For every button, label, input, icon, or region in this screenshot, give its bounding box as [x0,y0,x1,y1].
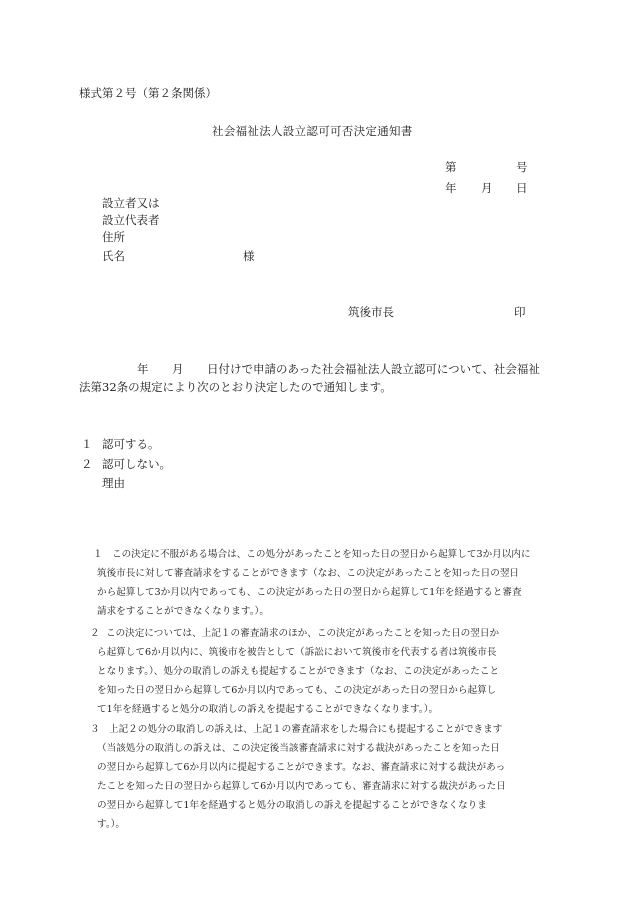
address-label: 住所 [102,230,125,244]
decision-text-2: 認可しない。 [102,457,171,471]
seal-mark: 印 [514,305,526,319]
doc-number-suffix: 号 [516,160,528,174]
note-2-line-5: て1年を経過すると処分の取消しの訴えを提起することができなくなります。）。 [97,704,439,715]
note-2-line-4: を知った日の翌日から起算して6か月以内であっても、この決定があった日の翌日から起算し [97,685,497,696]
body-year: 年 [137,362,149,376]
note-1-line-3: から起算して3か月以内であっても、この決定があった日の翌日から起算して1年を経過すると審査 [97,587,522,598]
date-month: 月 [481,181,493,195]
name-label: 氏名 [102,249,125,263]
form-label: 様式第２号（第２条関係） [79,86,217,100]
addressee-line1: 設立者又は [102,196,160,210]
body-line1: 日付けで申請のあった社会福祉法人設立認可について、社会福祉 [207,362,540,376]
date-day: 日 [516,181,528,195]
note-3-line-2: （当該処分の取消しの訴えは、この決定後当該審査請求に対する裁決があったことを知った日 [97,743,500,754]
note-num-1: １ [93,549,103,560]
note-3-line-6: す。）。 [97,819,126,830]
note-3-line-3: の翌日から起算して6か月以内に提起することができます。なお、審査請求に対する裁決があっ [97,762,506,773]
body-month: 月 [172,362,184,376]
note-2-line-3: となります。）、処分の取消しの訴えも提起することができます（なお、この決定があったこと [97,666,500,677]
note-1-line-2: 筑後市長に対して審査請求をすることができます（なお、この決定があったことを知った日の翌日 [97,568,520,579]
addressee-line2: 設立代表者 [102,213,160,227]
note-3-line-4: たことを知った日の翌日から起算して6か月以内であっても、審査請求に対する裁決があった日 [97,781,506,792]
note-3-line-5: の翌日から起算して1年を経過すると処分の取消しの訴えを提起することができなくなりま [97,800,487,811]
note-3-line-1: 上記２の処分の取消しの訴えは、上記１の審査請求をした場合にも提起することができます [109,724,503,735]
note-num-3: ３ [90,724,100,735]
body-line2: 法第32条の規定により次のとおり決定したので通知します。 [79,380,392,394]
note-2-line-1: この決定については、上記１の審査請求のほか、この決定があったことを知った日の翌日か [106,628,500,639]
note-1-line-1: この決定に不服がある場合は、この処分があったことを知った日の翌日から起算して3か月以内に [112,549,531,560]
honorific: 様 [243,249,255,263]
issuer-title: 筑後市長 [348,305,394,319]
decision-text-1: 認可する。 [102,437,160,451]
note-1-line-4: 請求をすることができなくなります。）。 [97,606,269,617]
decision-num-2: ２ [81,457,93,471]
date-year: 年 [445,181,457,195]
decision-num-1: １ [81,437,93,451]
reason-label: 理由 [102,476,125,490]
doc-number-prefix: 第 [445,160,457,174]
note-2-line-2: ら起算して6か月以内に、筑後市を被告として（訴訟において筑後市を代表する者は筑後市長 [97,647,497,658]
document-title: 社会福祉法人設立認可可否決定通知書 [212,124,413,138]
note-num-2: ２ [90,628,100,639]
